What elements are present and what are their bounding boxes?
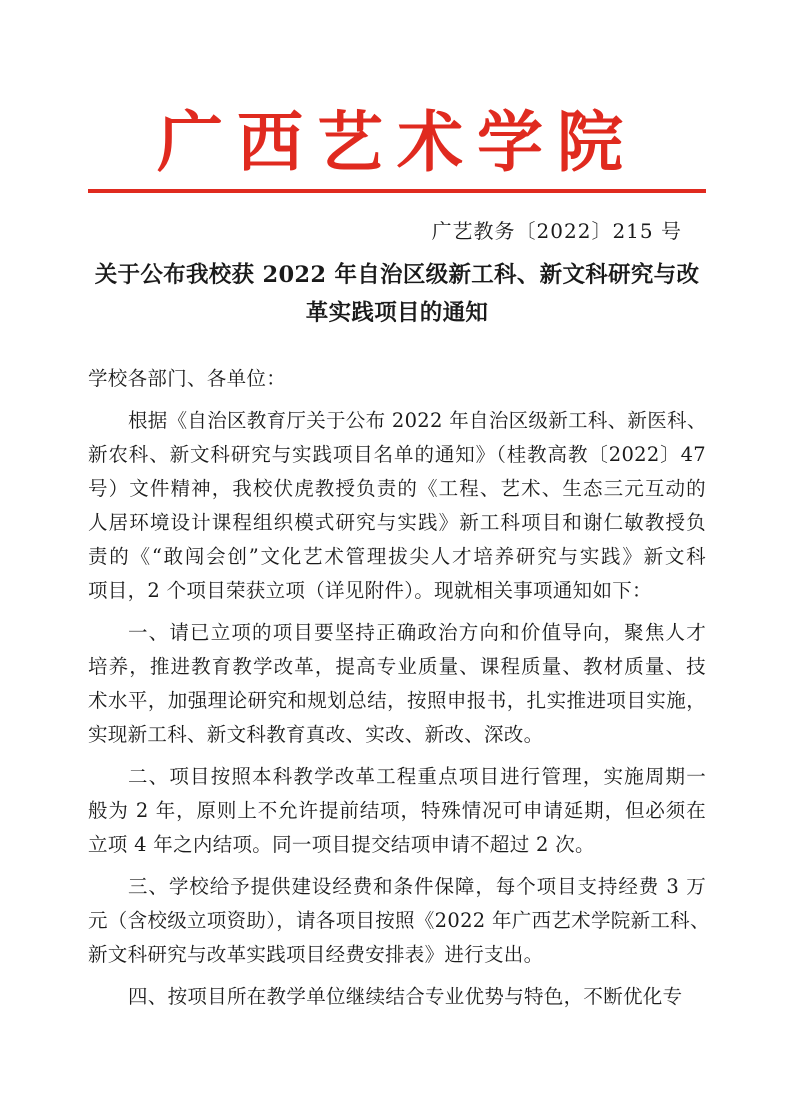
title-line: 关于公布我校获 2022 年自治区级新工科、新文科研究与改 bbox=[94, 262, 700, 288]
paragraph-line: 项目，2 个项目荣获立项（详见附件）。现就相关事项通知如下： bbox=[88, 579, 652, 602]
paragraph-item-2 bbox=[88, 760, 706, 862]
red-divider-line bbox=[88, 189, 706, 193]
salutation: 学校各部门、各单位： bbox=[88, 367, 287, 390]
paragraph-line: 般为 2 年，原则上不允许提前结项，特殊情况可申请延期，但必须在 bbox=[88, 799, 706, 822]
paragraph-line: 二、项目按照本科教学改革工程重点项目进行管理，实施周期一 bbox=[128, 765, 706, 788]
paragraph-item-4 bbox=[88, 980, 706, 1014]
paragraph-line: 人居环境设计课程组织模式研究与实践》新工科项目和谢仁敏教授负 bbox=[88, 511, 706, 534]
paragraph-item-1 bbox=[88, 616, 706, 752]
paragraph-line: 术水平，加强理论研究和规划总结，按照申报书，扎实推进项目实施， bbox=[88, 689, 706, 712]
paragraph-line: 实现新工科、新文科教育真改、实改、新改、深改。 bbox=[88, 723, 544, 746]
institution-masthead: 广西艺术学院 bbox=[157, 103, 637, 181]
paragraph-line: 一、请已立项的项目要坚持正确政治方向和价值导向，聚焦人才 bbox=[128, 621, 706, 644]
paragraph-item-3 bbox=[88, 870, 710, 972]
notice-body bbox=[88, 362, 710, 1014]
title-line: 革实践项目的通知 bbox=[305, 300, 489, 326]
paragraph-line: 元（含校级立项资助），请各项目按照《2022 年广西艺术学院新工科、 bbox=[88, 909, 710, 932]
paragraph-line: 立项 4 年之内结项。同一项目提交结项申请不超过 2 次。 bbox=[88, 833, 595, 856]
document-number: 广艺教务〔2022〕215 号 bbox=[431, 219, 682, 243]
paragraph-line: 三、学校给予提供建设经费和条件保障，每个项目支持经费 3 万 bbox=[128, 875, 706, 898]
notice-title bbox=[80, 256, 714, 332]
paragraph-line: 新文科研究与改革实践项目经费安排表》进行支出。 bbox=[88, 943, 544, 966]
paragraph-line: 责的《“敢闯会创”文化艺术管理拔尖人才培养研究与实践》新文科 bbox=[88, 545, 706, 568]
paragraph-line: 新农科、新文科研究与实践项目名单的通知》（桂教高教〔2022〕47 bbox=[88, 443, 706, 466]
paragraph-line: 培养，推进教育教学改革，提高专业质量、课程质量、教材质量、技 bbox=[88, 655, 706, 678]
paragraph-line: 根据《自治区教育厅关于公布 2022 年自治区级新工科、新医科、 bbox=[128, 409, 707, 432]
paragraph-line: 号）文件精神，我校伏虎教授负责的《工程、艺术、生态三元互动的 bbox=[88, 477, 706, 500]
paragraph-intro bbox=[88, 404, 706, 608]
paragraph-line: 四、按项目所在教学单位继续结合专业优势与特色，不断优化专 bbox=[128, 985, 683, 1008]
